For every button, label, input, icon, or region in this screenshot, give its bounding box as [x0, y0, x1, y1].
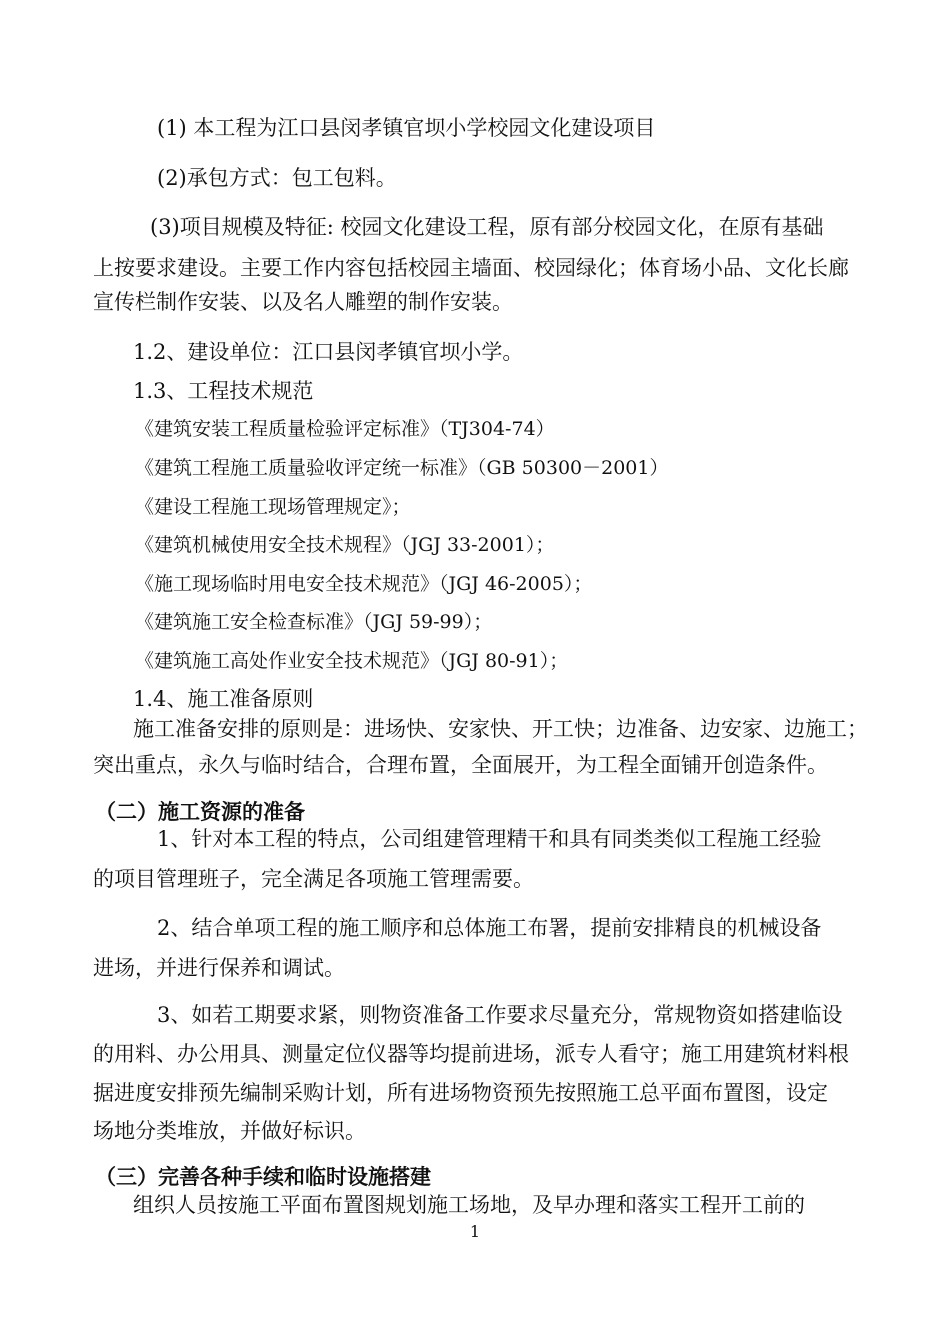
- paragraph-line: (1) 本工程为江口县闵孝镇官坝小学校园文化建设项目: [157, 116, 656, 140]
- section-title: （三）完善各种手续和临时设施搭建: [95, 1165, 431, 1189]
- paragraph-line: 1、针对本工程的特点，公司组建管理精干和具有同类类似工程施工经验: [157, 827, 822, 851]
- paragraph-line: 宣传栏制作安装、以及名人雕塑的制作安装。: [93, 290, 513, 314]
- page-number: 1: [469, 1222, 481, 1241]
- paragraph-line: 据进度安排预先编制采购计划，所有进场物资预先按照施工总平面布置图，设定: [93, 1081, 828, 1105]
- standard-item: 《建筑安装工程质量检验评定标准》（TJ304-74）: [135, 418, 555, 440]
- standard-item: 《建筑机械使用安全技术规程》（JGJ 33-2001）；: [135, 534, 555, 556]
- standard-item: 《建筑工程施工质量验收评定统一标准》（GB 50300－2001）: [135, 457, 669, 479]
- paragraph-line: 3、如若工期要求紧，则物资准备工作要求尽量充分，常规物资如搭建临设: [157, 1003, 843, 1027]
- section-title: （二）施工资源的准备: [95, 800, 305, 824]
- paragraph-line: 场地分类堆放，并做好标识。: [93, 1119, 366, 1143]
- standard-item: 《建筑施工安全检查标准》（JGJ 59-99）；: [135, 611, 493, 633]
- standard-item: 《建筑施工高处作业安全技术规范》（JGJ 80-91）；: [135, 650, 569, 672]
- standard-item: 《建设工程施工现场管理规定》；: [135, 496, 411, 518]
- paragraph-line: (3)项目规模及特征: 校园文化建设工程，原有部分校园文化，在原有基础: [150, 215, 824, 239]
- paragraph-line: 的用料、办公用具、测量定位仪器等均提前进场，派专人看守；施工用建筑材料根: [93, 1042, 849, 1066]
- paragraph-line: 施工准备安排的原则是：进场快、安家快、开工快；边准备、边安家、边施工；: [133, 717, 868, 741]
- section-heading: 1.3、工程技术规范: [133, 379, 314, 403]
- standard-item: 《施工现场临时用电安全技术规范》（JGJ 46-2005）；: [135, 573, 593, 595]
- paragraph-line: (2)承包方式：包工包料。: [157, 166, 397, 190]
- section-heading: 1.4、施工准备原则: [133, 687, 314, 711]
- paragraph-line: 上按要求建设。主要工作内容包括校园主墙面、校园绿化；体育场小品、文化长廊: [93, 256, 849, 280]
- paragraph-line: 的项目管理班子，完全满足各项施工管理需要。: [93, 867, 534, 891]
- section-heading: 1.2、建设单位：江口县闵孝镇官坝小学。: [133, 340, 524, 364]
- paragraph-line: 进场，并进行保养和调试。: [93, 956, 345, 980]
- paragraph-line: 突出重点，永久与临时结合，合理布置，全面展开，为工程全面铺开创造条件。: [93, 753, 828, 777]
- paragraph-line: 2、结合单项工程的施工顺序和总体施工布署，提前安排精良的机械设备: [157, 916, 822, 940]
- paragraph-line: 组织人员按施工平面布置图规划施工场地，及早办理和落实工程开工前的: [133, 1193, 805, 1217]
